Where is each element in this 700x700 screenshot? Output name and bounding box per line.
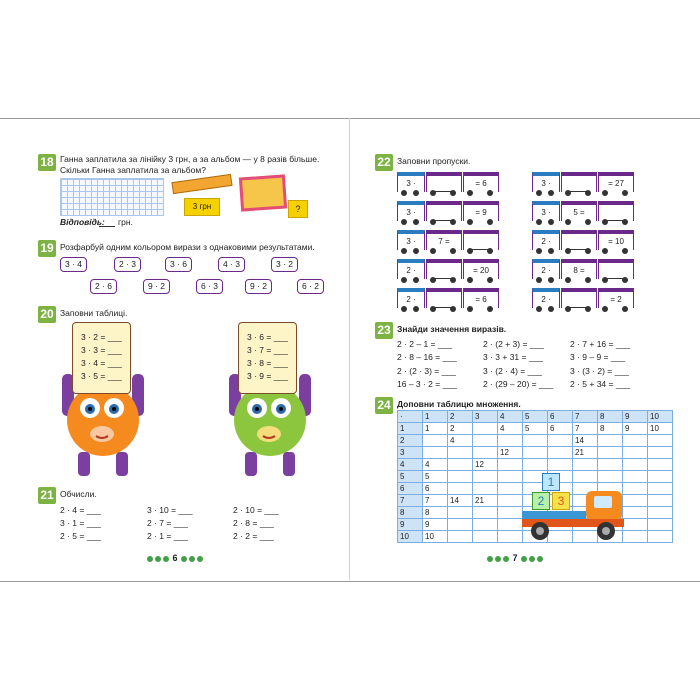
table-header-cell: 9	[398, 519, 423, 531]
train-car[interactable]	[463, 230, 499, 250]
wheel-icon	[401, 277, 407, 283]
exercise-21-badge: 21	[38, 487, 56, 504]
wheel-icon	[487, 306, 493, 312]
table-row	[398, 411, 673, 423]
expression-item[interactable]: 2 · 2 – 1 = ___	[397, 339, 453, 349]
table-cell[interactable]	[648, 447, 673, 459]
wheel-icon	[487, 277, 493, 283]
train-car	[561, 259, 597, 279]
wheel-icon	[602, 306, 608, 312]
car-text: = 6	[475, 179, 487, 188]
sheet-row[interactable]: 3 · 9 = ___	[247, 371, 288, 381]
wheel-icon	[430, 190, 436, 196]
table-cell: 12	[473, 459, 498, 471]
table-header-cell: 5	[398, 471, 423, 483]
wheel-icon	[548, 306, 554, 312]
car-text: = 6	[475, 295, 487, 304]
answer-grid[interactable]	[60, 178, 164, 216]
wheel-icon	[430, 248, 436, 254]
car-text: 7 =	[438, 237, 450, 246]
answer-unit: грн.	[118, 217, 133, 227]
expression-box[interactable]: 2 · 6	[90, 279, 117, 294]
exercise-19-text: Розфарбуй одним кольором вирази з однаковими результатами.	[60, 242, 315, 252]
wheel-icon	[622, 306, 628, 312]
table-header-cell: 5	[523, 411, 548, 423]
table-cell[interactable]	[523, 435, 548, 447]
calc-item[interactable]: 2 · 1 = ___	[147, 531, 188, 541]
table-row	[398, 435, 673, 447]
expression-box[interactable]: 4 · 3	[218, 257, 245, 272]
wheel-icon	[430, 306, 436, 312]
wheel-icon	[585, 277, 591, 283]
sheet-row[interactable]: 3 · 8 = ___	[247, 358, 288, 368]
wheel-icon	[430, 219, 436, 225]
train-row	[532, 170, 644, 196]
table-cell[interactable]	[648, 495, 673, 507]
table-cell[interactable]	[648, 483, 673, 495]
table-cell: 7	[423, 495, 448, 507]
car-text: 3 ·	[541, 208, 551, 217]
wheel-icon	[565, 219, 571, 225]
wheel-icon	[585, 306, 591, 312]
wheel-icon	[548, 219, 554, 225]
car-text: = 9	[475, 208, 487, 217]
train-car	[463, 288, 499, 308]
exercise-20-badge: 20	[38, 306, 56, 323]
table-cell[interactable]	[448, 507, 473, 519]
table-cell: 7	[573, 423, 598, 435]
table-cell[interactable]	[448, 471, 473, 483]
exercise-18-text: Ганна заплатила за лінійку 3 грн, а за альбом — у 8 разів більше. Скільки Ганна заплатила за альбом?	[60, 154, 320, 175]
locomotive	[532, 172, 560, 192]
calc-item[interactable]: 2 · 10 = ___	[233, 505, 279, 515]
expression-box[interactable]: 3 · 4	[60, 257, 87, 272]
table-cell: 5	[523, 423, 548, 435]
expression-item[interactable]: 2 · 8 – 16 = ___	[397, 352, 457, 362]
sheet-row[interactable]: 3 · 5 = ___	[81, 371, 122, 381]
wheel-icon	[413, 219, 419, 225]
table-cell[interactable]	[573, 459, 598, 471]
expression-box[interactable]: 3 · 2	[271, 257, 298, 272]
exercise-21-text: Обчисли.	[60, 489, 97, 499]
table-header-cell: 1	[398, 423, 423, 435]
sheet-row[interactable]: 3 · 6 = ___	[247, 332, 288, 342]
wheel-icon	[487, 190, 493, 196]
table-cell[interactable]	[648, 471, 673, 483]
answer-blank[interactable]	[99, 226, 115, 227]
table-header-cell: 3	[473, 411, 498, 423]
table-cell: 4	[423, 459, 448, 471]
table-cell[interactable]	[423, 447, 448, 459]
table-cell[interactable]	[523, 447, 548, 459]
expression-item[interactable]: 2 · 7 + 16 = ___	[570, 339, 631, 349]
car-text: 3 ·	[406, 179, 416, 188]
table-cell[interactable]	[498, 531, 523, 543]
table-cell[interactable]	[498, 519, 523, 531]
train-car[interactable]	[598, 201, 634, 221]
table-cell: 8	[423, 507, 448, 519]
wheel-icon	[413, 190, 419, 196]
train-row	[532, 228, 644, 254]
table-cell[interactable]	[648, 507, 673, 519]
wheel-icon	[413, 306, 419, 312]
calc-item[interactable]: 2 · 2 = ___	[233, 531, 274, 541]
wheel-icon	[467, 219, 473, 225]
train-car[interactable]	[426, 201, 462, 221]
table-cell: 4	[448, 435, 473, 447]
train-car	[598, 172, 634, 192]
table-header-cell: 2	[448, 411, 473, 423]
train-car[interactable]	[598, 259, 634, 279]
sheet-row[interactable]: 3 · 2 = ___	[81, 332, 122, 342]
exercise-24-text: Доповни таблицю множення.	[397, 399, 521, 409]
wheel-icon	[450, 190, 456, 196]
expression-box[interactable]: 9 · 2	[143, 279, 170, 294]
train-car[interactable]	[561, 172, 597, 192]
table-cell: 6	[423, 483, 448, 495]
expression-box[interactable]: 6 · 3	[196, 279, 223, 294]
locomotive	[532, 230, 560, 250]
table-cell: 2	[448, 423, 473, 435]
album-image	[239, 174, 287, 211]
wheel-icon	[602, 248, 608, 254]
car-text: 2 ·	[541, 295, 551, 304]
table-cell[interactable]	[648, 531, 673, 543]
wheel-icon	[450, 219, 456, 225]
wheel-icon	[548, 190, 554, 196]
wheel-icon	[585, 248, 591, 254]
page-gutter	[349, 118, 350, 580]
train-car	[561, 201, 597, 221]
table-cell[interactable]	[623, 447, 648, 459]
table-header-cell: 10	[398, 531, 423, 543]
sheet-row[interactable]: 3 · 4 = ___	[81, 358, 122, 368]
wheel-icon	[536, 306, 542, 312]
expression-item[interactable]: 3 · (2 · 4) = ___	[483, 366, 542, 376]
wheel-icon	[565, 248, 571, 254]
calc-item[interactable]: 3 · 10 = ___	[147, 505, 193, 515]
wheel-icon	[602, 277, 608, 283]
expression-item[interactable]: 2 · (2 · 3) = ___	[397, 366, 456, 376]
table-header-cell: 4	[398, 459, 423, 471]
train-car	[463, 201, 499, 221]
table-header-cell: 7	[573, 411, 598, 423]
table-cell: 1	[423, 423, 448, 435]
table-cell[interactable]	[523, 459, 548, 471]
calc-item[interactable]: 2 · 5 = ___	[60, 531, 101, 541]
price-tag: 3 грн	[184, 198, 220, 216]
table-cell: 21	[473, 495, 498, 507]
locomotive	[532, 288, 560, 308]
wheel-icon	[602, 219, 608, 225]
calc-item[interactable]: 3 · 1 = ___	[60, 518, 101, 528]
table-cell[interactable]	[473, 423, 498, 435]
table-cell[interactable]	[448, 519, 473, 531]
table-cell[interactable]	[448, 531, 473, 543]
wheel-icon	[401, 306, 407, 312]
table-header-cell: 3	[398, 447, 423, 459]
exercise-22-text: Заповни пропуски.	[397, 156, 471, 166]
table-sheet-1	[72, 322, 131, 394]
table-cell: 21	[573, 447, 598, 459]
expression-box[interactable]: 9 · 2	[245, 279, 272, 294]
table-cell[interactable]	[548, 447, 573, 459]
table-cell[interactable]	[498, 471, 523, 483]
table-sheet-2	[238, 322, 297, 394]
table-cell: 6	[548, 423, 573, 435]
car-text: = 20	[473, 266, 489, 275]
calc-item[interactable]: 2 · 8 = ___	[233, 518, 274, 528]
wheel-icon	[565, 306, 571, 312]
car-text: 3 ·	[406, 237, 416, 246]
train-row	[532, 199, 644, 225]
sheet-row[interactable]: 3 · 3 = ___	[81, 345, 122, 355]
train-row	[532, 257, 644, 283]
page-number-right	[486, 553, 544, 563]
calc-item[interactable]: 2 · 4 = ___	[60, 505, 101, 515]
locomotive	[397, 259, 425, 279]
train-car	[463, 259, 499, 279]
expression-box[interactable]: 2 · 3	[114, 257, 141, 272]
table-cell: 14	[573, 435, 598, 447]
wheel-icon	[450, 277, 456, 283]
locomotive	[532, 201, 560, 221]
car-text: 2 ·	[541, 266, 551, 275]
car-text: = 27	[608, 179, 624, 188]
train-car[interactable]	[426, 259, 462, 279]
wheel-icon	[467, 277, 473, 283]
page-number: 6	[172, 553, 178, 563]
table-cell: 10	[648, 423, 673, 435]
table-cell: 4	[498, 423, 523, 435]
exercise-22-badge: 22	[375, 154, 393, 171]
train-car[interactable]	[426, 288, 462, 308]
truck-image	[520, 485, 632, 545]
wheel-icon	[622, 219, 628, 225]
car-text: 3 ·	[406, 208, 416, 217]
train-row	[397, 286, 509, 312]
train-row	[397, 170, 509, 196]
exercise-23-badge: 23	[375, 322, 393, 339]
expression-item[interactable]: 2 · 5 + 34 = ___	[570, 379, 631, 389]
sheet-row[interactable]: 3 · 7 = ___	[247, 345, 288, 355]
table-cell[interactable]	[623, 459, 648, 471]
train-car[interactable]	[561, 288, 597, 308]
exercise-18-badge: 18	[38, 154, 56, 171]
train-car	[598, 288, 634, 308]
table-cell[interactable]	[448, 447, 473, 459]
wheel-icon	[565, 190, 571, 196]
table-cell[interactable]	[648, 435, 673, 447]
wheel-icon	[536, 248, 542, 254]
table-header-cell: 6	[548, 411, 573, 423]
table-cell[interactable]	[498, 483, 523, 495]
wheel-icon	[467, 306, 473, 312]
table-cell[interactable]	[473, 435, 498, 447]
table-cell: 9	[623, 423, 648, 435]
table-header-cell: 8	[398, 507, 423, 519]
table-cell[interactable]	[648, 459, 673, 471]
table-cell[interactable]	[473, 531, 498, 543]
wheel-icon	[413, 248, 419, 254]
question-tag: ?	[288, 200, 308, 218]
table-header-cell: 1	[423, 411, 448, 423]
wheel-icon	[487, 248, 493, 254]
wheel-icon	[401, 190, 407, 196]
train-row	[397, 228, 509, 254]
table-cell[interactable]	[498, 459, 523, 471]
wheel-icon	[585, 190, 591, 196]
wheel-icon	[622, 190, 628, 196]
wheel-icon	[487, 219, 493, 225]
table-cell[interactable]	[648, 519, 673, 531]
expression-item[interactable]: 2 · (2 + 3) = ___	[483, 339, 544, 349]
train-row	[532, 286, 644, 312]
locomotive	[397, 201, 425, 221]
wheel-icon	[450, 306, 456, 312]
wheel-icon	[467, 248, 473, 254]
train-row	[397, 257, 509, 283]
table-cell[interactable]	[498, 495, 523, 507]
table-cell: 10	[423, 531, 448, 543]
exercise-23-text: Знайди значення виразів.	[397, 324, 507, 334]
table-cell[interactable]	[598, 459, 623, 471]
wheel-icon	[565, 277, 571, 283]
table-cell: 5	[423, 471, 448, 483]
block-2: 2	[532, 492, 550, 510]
table-header-cell: ·	[398, 411, 423, 423]
wheel-icon	[622, 277, 628, 283]
table-cell[interactable]	[623, 471, 648, 483]
expression-item[interactable]: 2 · (29 – 20) = ___	[483, 379, 554, 389]
wheel-icon	[548, 277, 554, 283]
table-cell[interactable]	[548, 435, 573, 447]
table-cell[interactable]	[598, 435, 623, 447]
table-row	[398, 471, 673, 483]
block-3: 3	[552, 492, 570, 510]
car-text: 5 =	[573, 208, 585, 217]
table-cell[interactable]	[448, 483, 473, 495]
expression-box[interactable]: 3 · 6	[165, 257, 192, 272]
train-row	[397, 199, 509, 225]
wheel-icon	[467, 190, 473, 196]
wheel-icon	[401, 248, 407, 254]
table-header-cell: 6	[398, 483, 423, 495]
table-row	[398, 459, 673, 471]
table-cell[interactable]	[473, 519, 498, 531]
table-header-cell: 9	[623, 411, 648, 423]
train-car	[426, 230, 462, 250]
wheel-icon	[536, 219, 542, 225]
exercise-19-badge: 19	[38, 240, 56, 257]
table-cell: 12	[498, 447, 523, 459]
car-text: 8 =	[573, 266, 585, 275]
wheel-icon	[536, 190, 542, 196]
exercise-24-badge: 24	[375, 397, 393, 414]
wheel-icon	[413, 277, 419, 283]
table-cell: 9	[423, 519, 448, 531]
locomotive	[532, 259, 560, 279]
wheel-icon	[602, 190, 608, 196]
table-cell[interactable]	[448, 459, 473, 471]
table-header-cell: 7	[398, 495, 423, 507]
expression-item[interactable]: 16 – 3 · 2 = ___	[397, 379, 457, 389]
wheel-icon	[401, 219, 407, 225]
wheel-icon	[430, 277, 436, 283]
exercise-20-text: Заповни таблиці.	[60, 308, 128, 318]
car-text: 2 ·	[406, 266, 416, 275]
table-cell[interactable]	[548, 459, 573, 471]
train-car	[463, 172, 499, 192]
locomotive	[397, 230, 425, 250]
locomotive	[397, 172, 425, 192]
table-cell[interactable]	[473, 447, 498, 459]
table-cell[interactable]	[498, 507, 523, 519]
table-cell[interactable]	[598, 447, 623, 459]
block-1: 1	[542, 473, 560, 491]
wheel-icon	[450, 248, 456, 254]
expression-item[interactable]: 3 · 3 + 31 = ___	[483, 352, 544, 362]
wheel-icon	[585, 219, 591, 225]
table-cell[interactable]	[423, 435, 448, 447]
table-cell[interactable]	[473, 507, 498, 519]
table-cell[interactable]	[498, 435, 523, 447]
train-car[interactable]	[561, 230, 597, 250]
table-header-cell: 10	[648, 411, 673, 423]
table-cell[interactable]	[573, 471, 598, 483]
car-text: 3 ·	[541, 179, 551, 188]
table-header-cell: 4	[498, 411, 523, 423]
car-text: = 10	[608, 237, 624, 246]
answer-label: Відповідь:	[60, 217, 105, 227]
train-car[interactable]	[426, 172, 462, 192]
wheel-icon	[622, 248, 628, 254]
table-cell[interactable]	[598, 471, 623, 483]
page-number: 7	[512, 553, 518, 563]
locomotive	[397, 288, 425, 308]
table-header-cell: 2	[398, 435, 423, 447]
expression-box[interactable]: 6 · 2	[297, 279, 324, 294]
wheel-icon	[536, 277, 542, 283]
table-header-cell: 8	[598, 411, 623, 423]
expression-item[interactable]: 3 · (3 · 2) = ___	[570, 366, 629, 376]
page-number-left	[146, 553, 204, 563]
table-cell: 14	[448, 495, 473, 507]
car-text: = 2	[610, 295, 622, 304]
wheel-icon	[548, 248, 554, 254]
train-car	[598, 230, 634, 250]
expression-item[interactable]: 3 · 9 – 9 = ___	[570, 352, 626, 362]
table-cell[interactable]	[473, 483, 498, 495]
car-text: 2 ·	[406, 295, 416, 304]
car-text: 2 ·	[541, 237, 551, 246]
table-row	[398, 423, 673, 435]
table-cell: 8	[598, 423, 623, 435]
table-row	[398, 447, 673, 459]
calc-item[interactable]: 2 · 7 = ___	[147, 518, 188, 528]
table-cell[interactable]	[473, 471, 498, 483]
table-cell[interactable]	[623, 435, 648, 447]
